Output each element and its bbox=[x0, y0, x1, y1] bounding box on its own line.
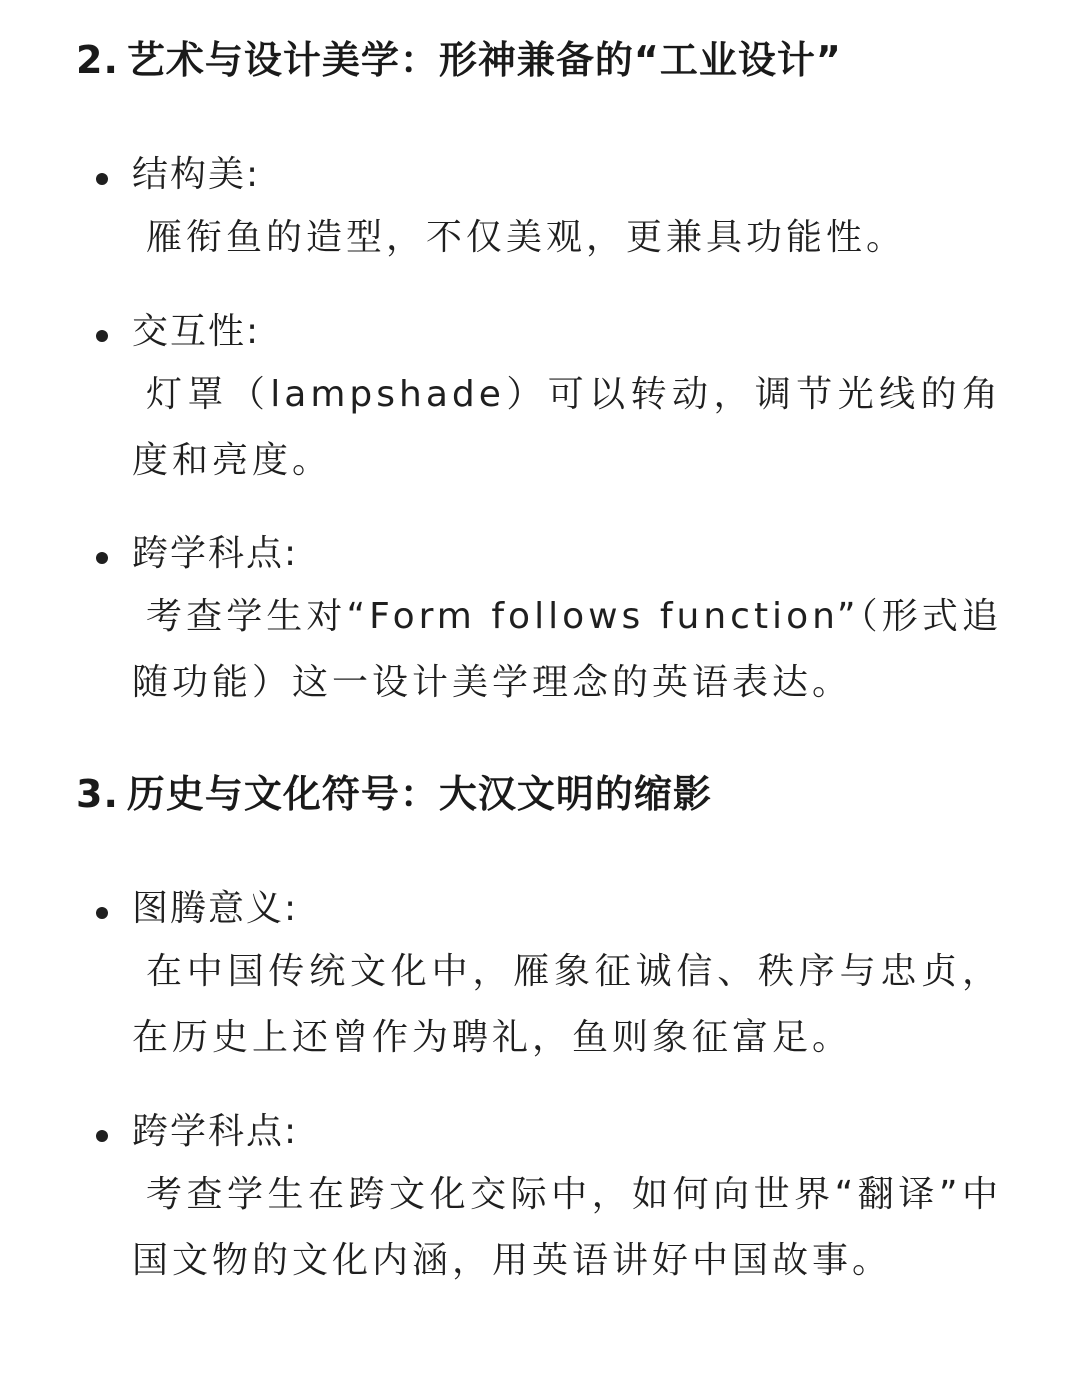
section-number: 3. bbox=[76, 772, 119, 816]
bullet-icon bbox=[96, 552, 108, 564]
item-text: 雁衔鱼的造型，不仅美观，更兼具功能性。 bbox=[146, 217, 907, 258]
item-label: 图腾意义: bbox=[132, 888, 299, 929]
item-text: 灯罩（lampshade）可以转动，调节光线的角度和亮度。 bbox=[132, 374, 1002, 481]
item-text: 考查学生在跨文化交际中，如何向世界“翻译”中国文物的文化内涵，用英语讲好中国故事。 bbox=[132, 1174, 1002, 1281]
bullet-icon bbox=[96, 330, 108, 342]
item-label: 跨学科点: bbox=[132, 1111, 299, 1152]
item-label: 结构美: bbox=[132, 154, 261, 195]
section-number: 2. bbox=[76, 38, 119, 82]
section-title: 历史与文化符号：大汉文明的缩影 bbox=[126, 772, 712, 816]
bullet-icon bbox=[96, 173, 108, 185]
bullet-icon bbox=[96, 907, 108, 919]
section-title: 艺术与设计美学：形神兼备的“工业设计” bbox=[126, 38, 842, 82]
item-label: 跨学科点: bbox=[132, 533, 299, 574]
section-heading bbox=[76, 772, 712, 818]
item-label: 交互性: bbox=[132, 311, 261, 352]
bullet-icon bbox=[96, 1130, 108, 1142]
item-text: 考查学生对“Form follows function”（形式追随功能）这一设计美学理念的英语表达。 bbox=[132, 596, 1002, 703]
item-text: 在中国传统文化中，雁象征诚信、秩序与忠贞，在历史上还曾作为聘礼，鱼则象征富足。 bbox=[132, 951, 1002, 1058]
section-heading bbox=[76, 38, 842, 84]
